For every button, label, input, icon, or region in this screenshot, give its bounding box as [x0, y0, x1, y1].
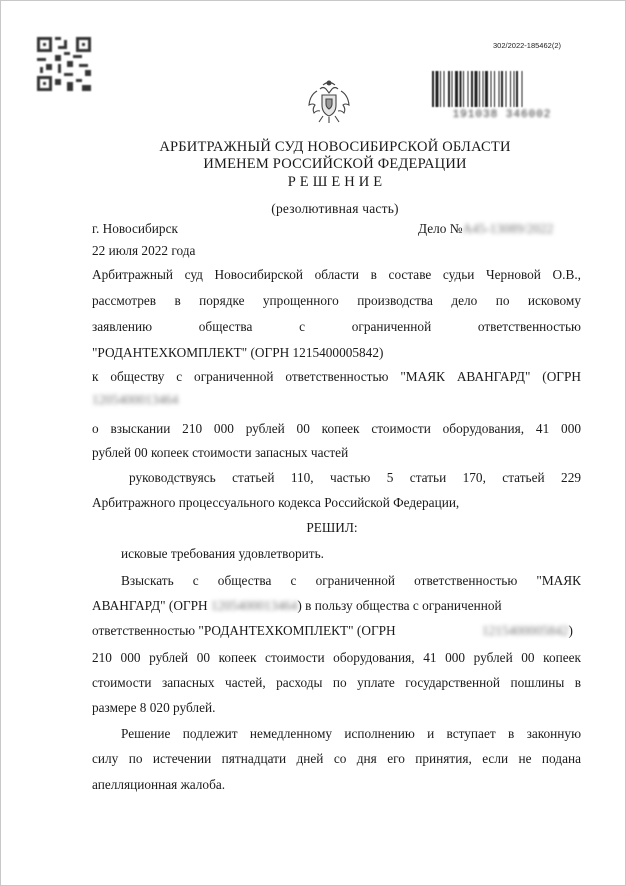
body-line: "РОДАНТЕХКОМПЛЕКТ" (ОГРН 1215400005842)	[92, 345, 384, 360]
city: г. Новосибирск	[92, 221, 178, 236]
case-reference-id: 302/2022-185462(2)	[493, 41, 561, 50]
body-text: )	[568, 623, 573, 638]
redacted-ogrn: 1215400005842	[482, 623, 569, 638]
body-line: Решение подлежит немедленному исполнению и вступает в законную	[121, 726, 581, 741]
body-line: рассмотрев в порядке упрощенного производства дело по исковому	[92, 293, 581, 308]
body-line: руководствуясь статьей 110, частью 5 статьи 170, статьей 229	[129, 470, 581, 485]
authority-line: ИМЕНЕМ РОССИЙСКОЙ ФЕДЕРАЦИИ	[203, 156, 467, 172]
document-type: Р Е Ш Е Н И Е	[287, 174, 383, 190]
body-line: рублей 00 копеек стоимости запасных частей	[92, 445, 349, 460]
body-line: силу по истечении пятнадцати дней со дня его принятия, если не подана	[92, 751, 581, 766]
document-part: (резолютивная часть)	[271, 201, 399, 216]
body-line: исковые требования удовлетворить.	[121, 546, 324, 561]
case-number-label: Дело №	[418, 221, 463, 236]
redacted-ogrn: 1205400013464	[92, 392, 179, 407]
case-number	[418, 221, 553, 237]
qr-code	[37, 37, 91, 91]
decision-date: 22 июля 2022 года	[92, 243, 196, 258]
body-line: Взыскать с общества с ограниченной ответственностью "МАЯК	[121, 573, 581, 588]
body-line: к обществу с ограниченной ответственностью "МАЯК АВАНГАРД" (ОГРН	[92, 369, 581, 384]
body-line: заявлению общества с ограниченной ответственностью	[92, 319, 581, 334]
case-number-value: А45-13089/2022	[462, 221, 554, 236]
body-line: стоимости запасных частей, расходы по уплате государственной пошлины в	[92, 675, 581, 690]
court-name: АРБИТРАЖНЫЙ СУД НОВОСИБИРСКОЙ ОБЛАСТИ	[159, 139, 511, 155]
defendant-ogrn	[92, 392, 581, 408]
body-line	[92, 623, 581, 639]
body-text: ) в пользу общества с ограниченной	[297, 598, 502, 613]
body-line: апелляционная жалоба.	[92, 777, 226, 792]
coat-of-arms-icon	[307, 79, 351, 125]
body-text: АВАНГАРД" (ОГРН	[92, 598, 208, 613]
body-line	[92, 598, 581, 614]
body-text: ответственностью "РОДАНТЕХКОМПЛЕКТ" (ОГРН	[92, 623, 396, 638]
barcode-number: 191038 346002	[452, 109, 552, 121]
body-line: 210 000 рублей 00 копеек стоимости оборудования, 41 000 рублей 00 копеек	[92, 650, 581, 665]
redacted-ogrn: 1205400013464	[210, 598, 298, 613]
body-line: Арбитражный суд Новосибирской области в составе судьи Черновой О.В.,	[92, 267, 581, 282]
resolved-heading: РЕШИЛ:	[306, 520, 358, 535]
redacted-ogrn-wrap	[482, 623, 573, 639]
body-line: Арбитражного процессуального кодекса Российской Федерации,	[92, 495, 460, 510]
body-line: о взыскании 210 000 рублей 00 копеек стоимости оборудования, 41 000	[92, 421, 581, 436]
body-line: размере 8 020 рублей.	[92, 700, 216, 715]
